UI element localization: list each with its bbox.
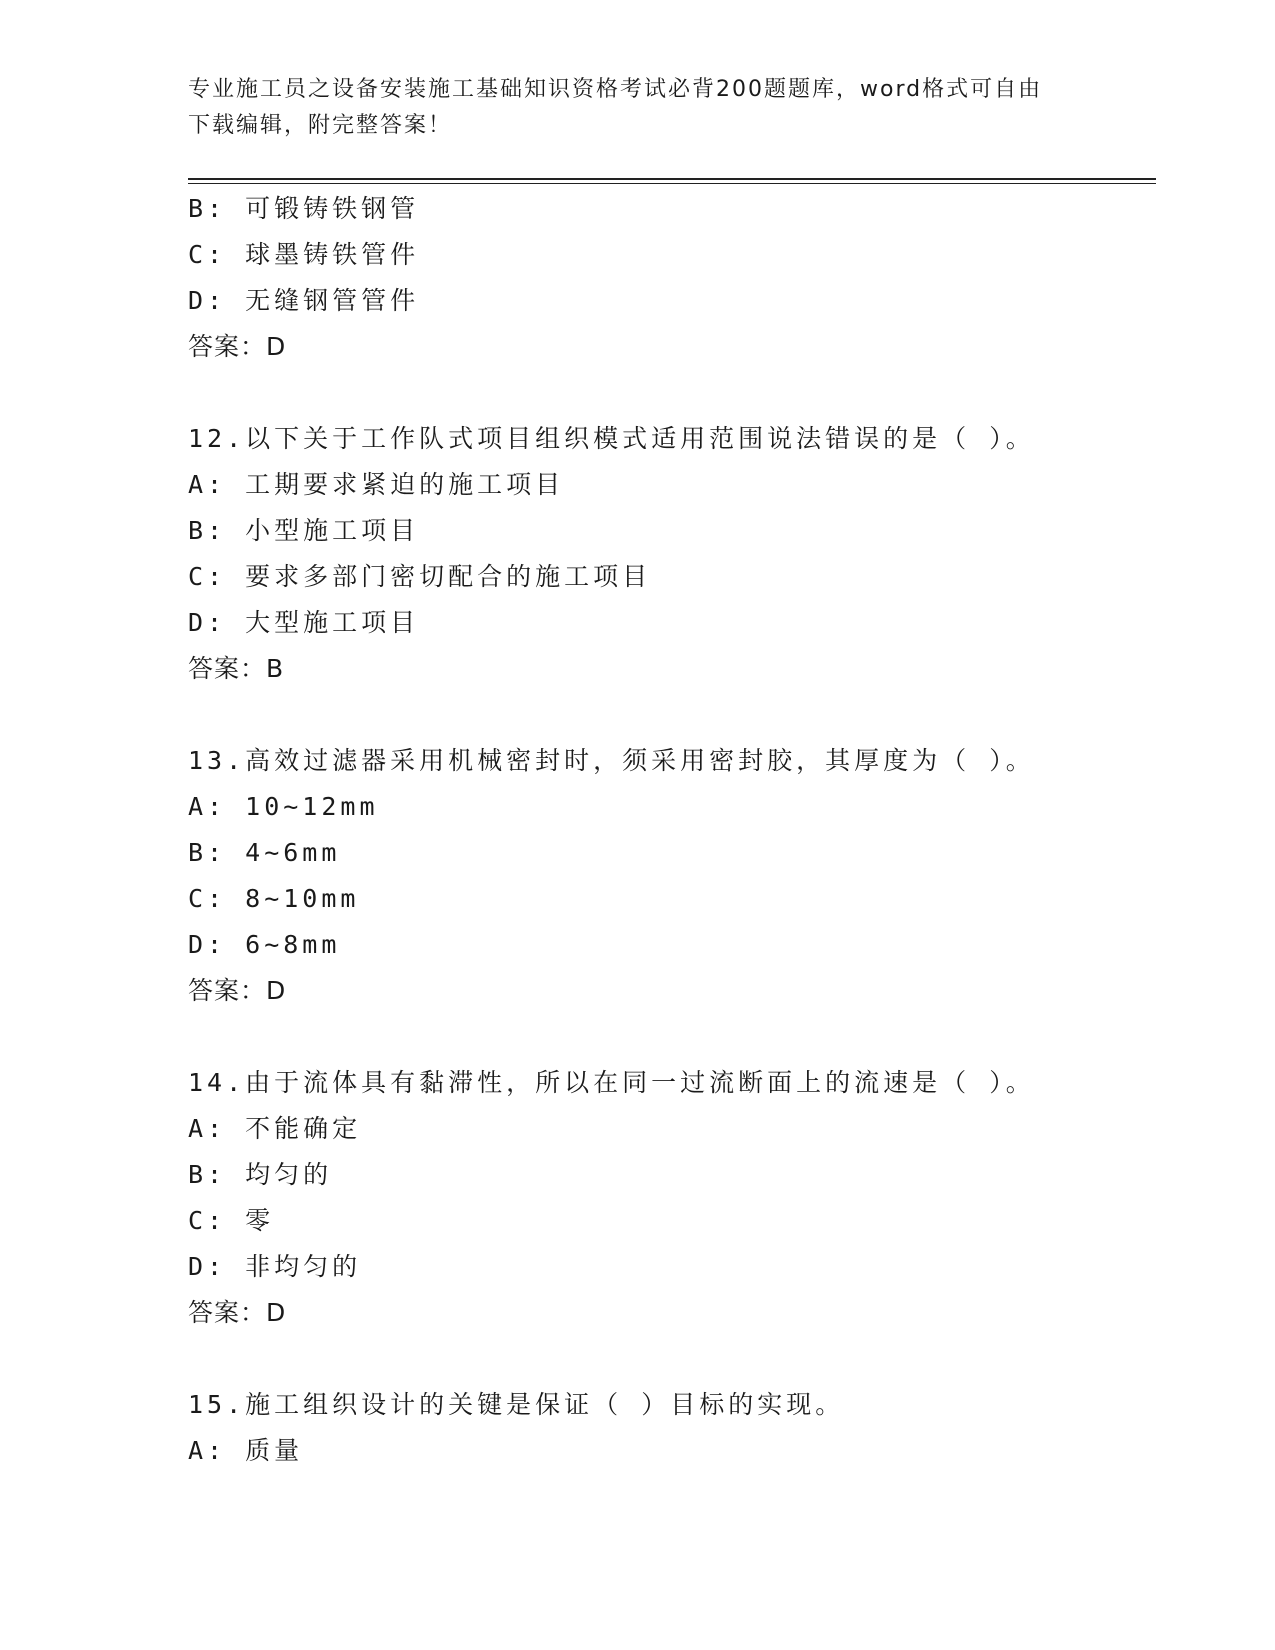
spacer <box>188 1014 1156 1060</box>
answer-line: 答案：D <box>188 1298 287 1327</box>
header-rule-thick <box>188 178 1156 180</box>
document-body <box>188 186 1156 1474</box>
header-title-line1: 专业施工员之设备安装施工基础知识资格考试必背200题题库，word格式可自由 <box>188 77 1043 102</box>
document-header <box>188 72 1068 144</box>
question-13 <box>188 738 1156 1014</box>
option-b: B: 4~6mm <box>188 838 341 867</box>
question-text: 13.高效过滤器采用机械密封时，须采用密封胶，其厚度为（ ）。 <box>188 746 1035 775</box>
option-d: D: 大型施工项目 <box>188 608 420 637</box>
option-c: C: 要求多部门密切配合的施工项目 <box>188 562 652 591</box>
option-d: D: 非均匀的 <box>188 1252 362 1281</box>
option-d: D: 无缝钢管管件 <box>188 286 420 315</box>
spacer <box>188 370 1156 416</box>
option-b: B: 可锻铸铁钢管 <box>188 194 420 223</box>
option-d: D: 6~8mm <box>188 930 341 959</box>
option-a: A: 10~12mm <box>188 792 379 821</box>
answer-line: 答案：D <box>188 976 287 1005</box>
question-text: 15.施工组织设计的关键是保证（ ）目标的实现。 <box>188 1390 845 1419</box>
option-c: C: 球墨铸铁管件 <box>188 240 420 269</box>
question-text: 14.由于流体具有黏滞性，所以在同一过流断面上的流速是（ ）。 <box>188 1068 1035 1097</box>
option-c: C: 零 <box>188 1206 275 1235</box>
option-a: A: 质量 <box>188 1436 304 1465</box>
answer-line: 答案：B <box>188 654 285 683</box>
header-rule-thin <box>188 183 1156 184</box>
option-a: A: 工期要求紧迫的施工项目 <box>188 470 565 499</box>
question-15 <box>188 1382 1156 1474</box>
question-11-tail <box>188 186 1156 370</box>
question-text: 12.以下关于工作队式项目组织模式适用范围说法错误的是（ ）。 <box>188 424 1035 453</box>
option-b: B: 均匀的 <box>188 1160 333 1189</box>
option-b: B: 小型施工项目 <box>188 516 420 545</box>
question-12 <box>188 416 1156 692</box>
spacer <box>188 692 1156 738</box>
option-a: A: 不能确定 <box>188 1114 362 1143</box>
question-14 <box>188 1060 1156 1336</box>
spacer <box>188 1336 1156 1382</box>
answer-line: 答案：D <box>188 332 287 361</box>
header-title-line2: 下载编辑，附完整答案！ <box>188 113 453 138</box>
option-c: C: 8~10mm <box>188 884 360 913</box>
